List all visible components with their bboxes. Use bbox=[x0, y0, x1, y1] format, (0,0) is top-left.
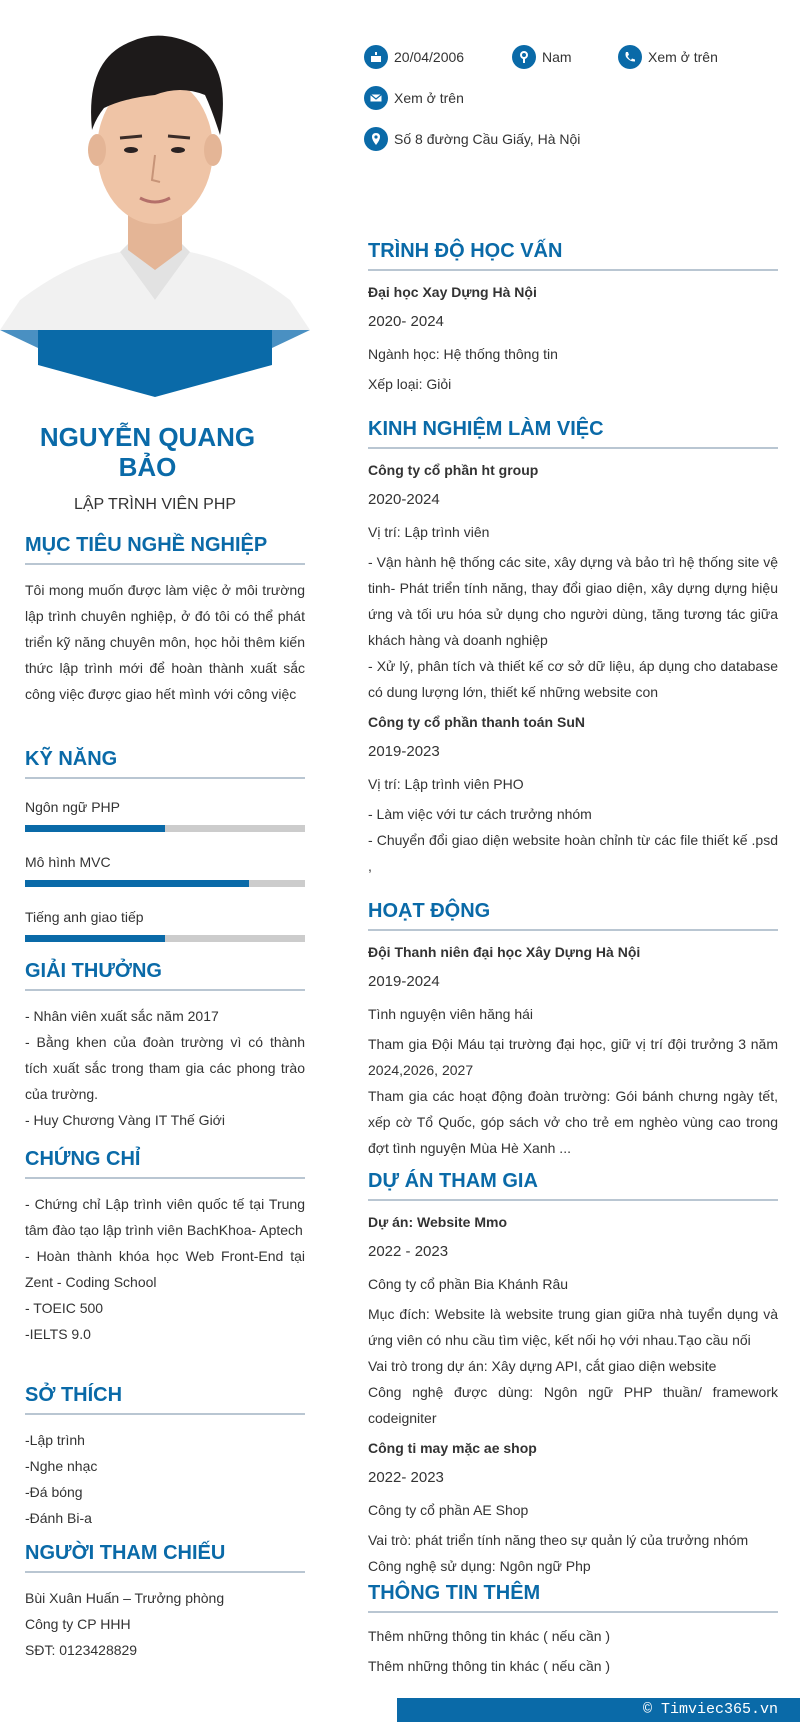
project-company: Công ty cổ phần AE Shop bbox=[368, 1502, 529, 1518]
phone-icon bbox=[618, 45, 642, 69]
references-title: NGƯỜI THAM CHIẾU bbox=[25, 1542, 305, 1573]
awards-title: GIẢI THƯỞNG bbox=[25, 960, 305, 991]
award-line: - Bằng khen của đoàn trường vì có thành tích xuất sắc trong tham gia các phong trào của trường. bbox=[25, 1034, 305, 1102]
education-title: TRÌNH ĐỘ HỌC VẤN bbox=[368, 240, 778, 271]
photo-ribbon bbox=[0, 0, 310, 330]
skill-bar-fill bbox=[25, 825, 165, 832]
education-section bbox=[368, 240, 778, 397]
project-name: Công ti may mặc ae shop bbox=[368, 1440, 537, 1456]
hobby-line: -Lập trình bbox=[25, 1432, 85, 1448]
project-years: 2022 - 2023 bbox=[368, 1243, 449, 1260]
activity-years: 2019-2024 bbox=[368, 973, 440, 990]
skill-bar bbox=[25, 880, 305, 887]
skill-item bbox=[25, 799, 305, 832]
contact-phone bbox=[618, 45, 718, 69]
objective-section bbox=[25, 534, 305, 707]
certificate-line: -IELTS 9.0 bbox=[25, 1326, 91, 1342]
job-years: 2020-2024 bbox=[368, 491, 440, 508]
email-icon bbox=[364, 86, 388, 110]
objective-title: MỤC TIÊU NGHỀ NGHIỆP bbox=[25, 534, 305, 565]
job-detail: - Chuyển đổi giao diện website hoàn chỉnh từ các file thiết kế .psd , bbox=[368, 832, 778, 874]
job-detail: - Xử lý, phân tích và thiết kế cơ sở dữ liệu, áp dụng cho database có dung lượng lớn, thiết kế những website con bbox=[368, 658, 778, 700]
contact-email bbox=[364, 86, 464, 110]
projects-section bbox=[368, 1170, 778, 1579]
job-company: Công ty cổ phần ht group bbox=[368, 462, 539, 478]
extra-title: THÔNG TIN THÊM bbox=[368, 1582, 778, 1613]
job-years: 2019-2023 bbox=[368, 743, 440, 760]
hobby-line: -Đánh Bi-a bbox=[25, 1510, 92, 1526]
profile-photo bbox=[0, 0, 310, 330]
project-years: 2022- 2023 bbox=[368, 1469, 444, 1486]
reference-line: Công ty CP HHH bbox=[25, 1616, 131, 1632]
project-line: Vai trò: phát triển tính năng theo sự quản lý của trưởng nhóm bbox=[368, 1532, 749, 1548]
activity-line: Tham gia các hoạt động đoàn trường: Gói bánh chưng ngày tết, xếp cờ Tổ Quốc, góp sách vở cho trẻ em nghèo vùng cao trong đợt tình nguyện Mùa Hè Xanh ... bbox=[368, 1088, 778, 1156]
job-detail: - Làm việc với tư cách trưởng nhóm bbox=[368, 806, 592, 822]
project-line: Công nghệ được dùng: Ngôn ngữ PHP thuần/ framework codeigniter bbox=[368, 1384, 778, 1426]
skill-name: Ngôn ngữ PHP bbox=[25, 799, 120, 815]
skills-title: KỸ NĂNG bbox=[25, 748, 305, 779]
address-text: Số 8 đường Cầu Giấy, Hà Nội bbox=[394, 131, 581, 147]
projects-title: DỰ ÁN THAM GIA bbox=[368, 1170, 778, 1201]
reference-line: SĐT: 0123428829 bbox=[25, 1642, 138, 1658]
hobbies-section bbox=[25, 1384, 305, 1531]
activity-line: Tham gia Đội Máu tại trường đại học, giữ vị trí đội trưởng 3 năm 2024,2026, 2027 bbox=[368, 1036, 778, 1078]
skill-item bbox=[25, 909, 305, 942]
education-line: Xếp loại: Giỏi bbox=[368, 376, 452, 392]
skills-section bbox=[25, 748, 305, 942]
activity-role: Tình nguyện viên hăng hái bbox=[368, 1006, 534, 1022]
watermark-text: © Timviec365.vn bbox=[642, 1701, 778, 1718]
skill-name: Tiếng anh giao tiếp bbox=[25, 909, 144, 925]
objective-text: Tôi mong muốn được làm việc ở môi trường lập trình chuyên nghiệp, ở đó tôi có thể phát triển kỹ năng chuyên môn, học hỏi thêm kiến thức lập trình mới để hoàn thành xuất sắc công việc được giao hết mình với công việc bbox=[25, 582, 305, 702]
skill-bar-fill bbox=[25, 935, 165, 942]
job-title: LẬP TRÌNH VIÊN PHP bbox=[73, 496, 237, 513]
job-detail: - Vận hành hệ thống các site, xây dựng và bảo trì hệ thống site vệ tinh- Phát triển tính năng, thay đổi giao diện, xây dựng dựng hiệu ứng và tối ưu hóa sử dụng cho người dùng, tăng tương tác giữa khách hàng và doanh nghiệp bbox=[368, 554, 778, 648]
location-icon bbox=[364, 127, 388, 151]
photo-arrow bbox=[0, 325, 310, 400]
skill-bar bbox=[25, 825, 305, 832]
gender-text: Nam bbox=[542, 49, 572, 65]
reference-line: Bùi Xuân Huấn – Trưởng phòng bbox=[25, 1590, 225, 1606]
contact-address bbox=[364, 127, 580, 151]
gender-icon bbox=[512, 45, 536, 69]
certificate-line: - Chứng chỉ Lập trình viên quốc tế tại Trung tâm đào tạo lập trình viên BachKhoa- Aptech bbox=[25, 1196, 305, 1238]
experience-title: KINH NGHIỆM LÀM VIỆC bbox=[368, 418, 778, 449]
job-position: Vị trí: Lập trình viên bbox=[368, 524, 490, 540]
activities-section bbox=[368, 900, 778, 1161]
certificates-title: CHỨNG CHỈ bbox=[25, 1148, 305, 1179]
award-line: - Nhân viên xuất sắc năm 2017 bbox=[25, 1008, 219, 1024]
contact-birthday bbox=[364, 45, 464, 69]
hobby-line: -Nghe nhạc bbox=[25, 1458, 98, 1474]
candidate-name: NGUYỄN QUANG BẢO bbox=[39, 422, 256, 482]
extra-line: Thêm những thông tin khác ( nếu cần ) bbox=[368, 1628, 611, 1644]
certificates-section bbox=[25, 1148, 305, 1347]
extra-section bbox=[368, 1582, 778, 1679]
left-column bbox=[0, 0, 310, 1722]
certificate-line: - TOEIC 500 bbox=[25, 1300, 104, 1316]
hobby-line: -Đá bóng bbox=[25, 1484, 83, 1500]
project-line: Vai trò trong dự án: Xây dựng API, cắt giao diện website bbox=[368, 1358, 717, 1374]
experience-section bbox=[368, 418, 778, 879]
calendar-icon bbox=[364, 45, 388, 69]
project-company: Công ty cổ phần Bia Khánh Râu bbox=[368, 1276, 569, 1292]
activity-org: Đội Thanh niên đại học Xây Dựng Hà Nội bbox=[368, 944, 641, 960]
extra-line: Thêm những thông tin khác ( nếu cần ) bbox=[368, 1658, 611, 1674]
job-position: Vị trí: Lập trình viên PHO bbox=[368, 776, 524, 792]
contact-gender bbox=[512, 45, 572, 69]
references-section bbox=[25, 1542, 305, 1663]
project-name: Dự án: Website Mmo bbox=[368, 1214, 508, 1230]
education-line: Ngành học: Hệ thống thông tin bbox=[368, 346, 558, 362]
phone-text: Xem ở trên bbox=[648, 49, 718, 65]
education-school: Đại học Xay Dựng Hà Nội bbox=[368, 284, 537, 300]
award-line: - Huy Chương Vàng IT Thế Giới bbox=[25, 1112, 225, 1128]
skill-bar bbox=[25, 935, 305, 942]
project-line: Công nghệ sử dụng: Ngôn ngữ Php bbox=[368, 1558, 591, 1574]
hobbies-title: SỞ THÍCH bbox=[25, 1384, 305, 1415]
skill-item bbox=[25, 854, 305, 887]
education-years: 2020- 2024 bbox=[368, 313, 444, 330]
certificate-line: - Hoàn thành khóa học Web Front-End tại Zent - Coding School bbox=[25, 1248, 305, 1290]
email-text: Xem ở trên bbox=[394, 90, 464, 106]
birthday-text: 20/04/2006 bbox=[394, 49, 465, 65]
project-line: Mục đích: Website là website trung gian giữa nhà tuyển dụng và ứng viên có nhu cầu tìm việc, kết nối họ với nhau.Tạo cầu nối bbox=[368, 1306, 778, 1348]
watermark-bar bbox=[397, 1698, 800, 1722]
skill-bar-fill bbox=[25, 880, 249, 887]
skill-name: Mô hình MVC bbox=[25, 854, 111, 870]
awards-section bbox=[25, 960, 305, 1133]
activities-title: HOẠT ĐỘNG bbox=[368, 900, 778, 931]
job-company: Công ty cổ phần thanh toán SuN bbox=[368, 714, 585, 730]
